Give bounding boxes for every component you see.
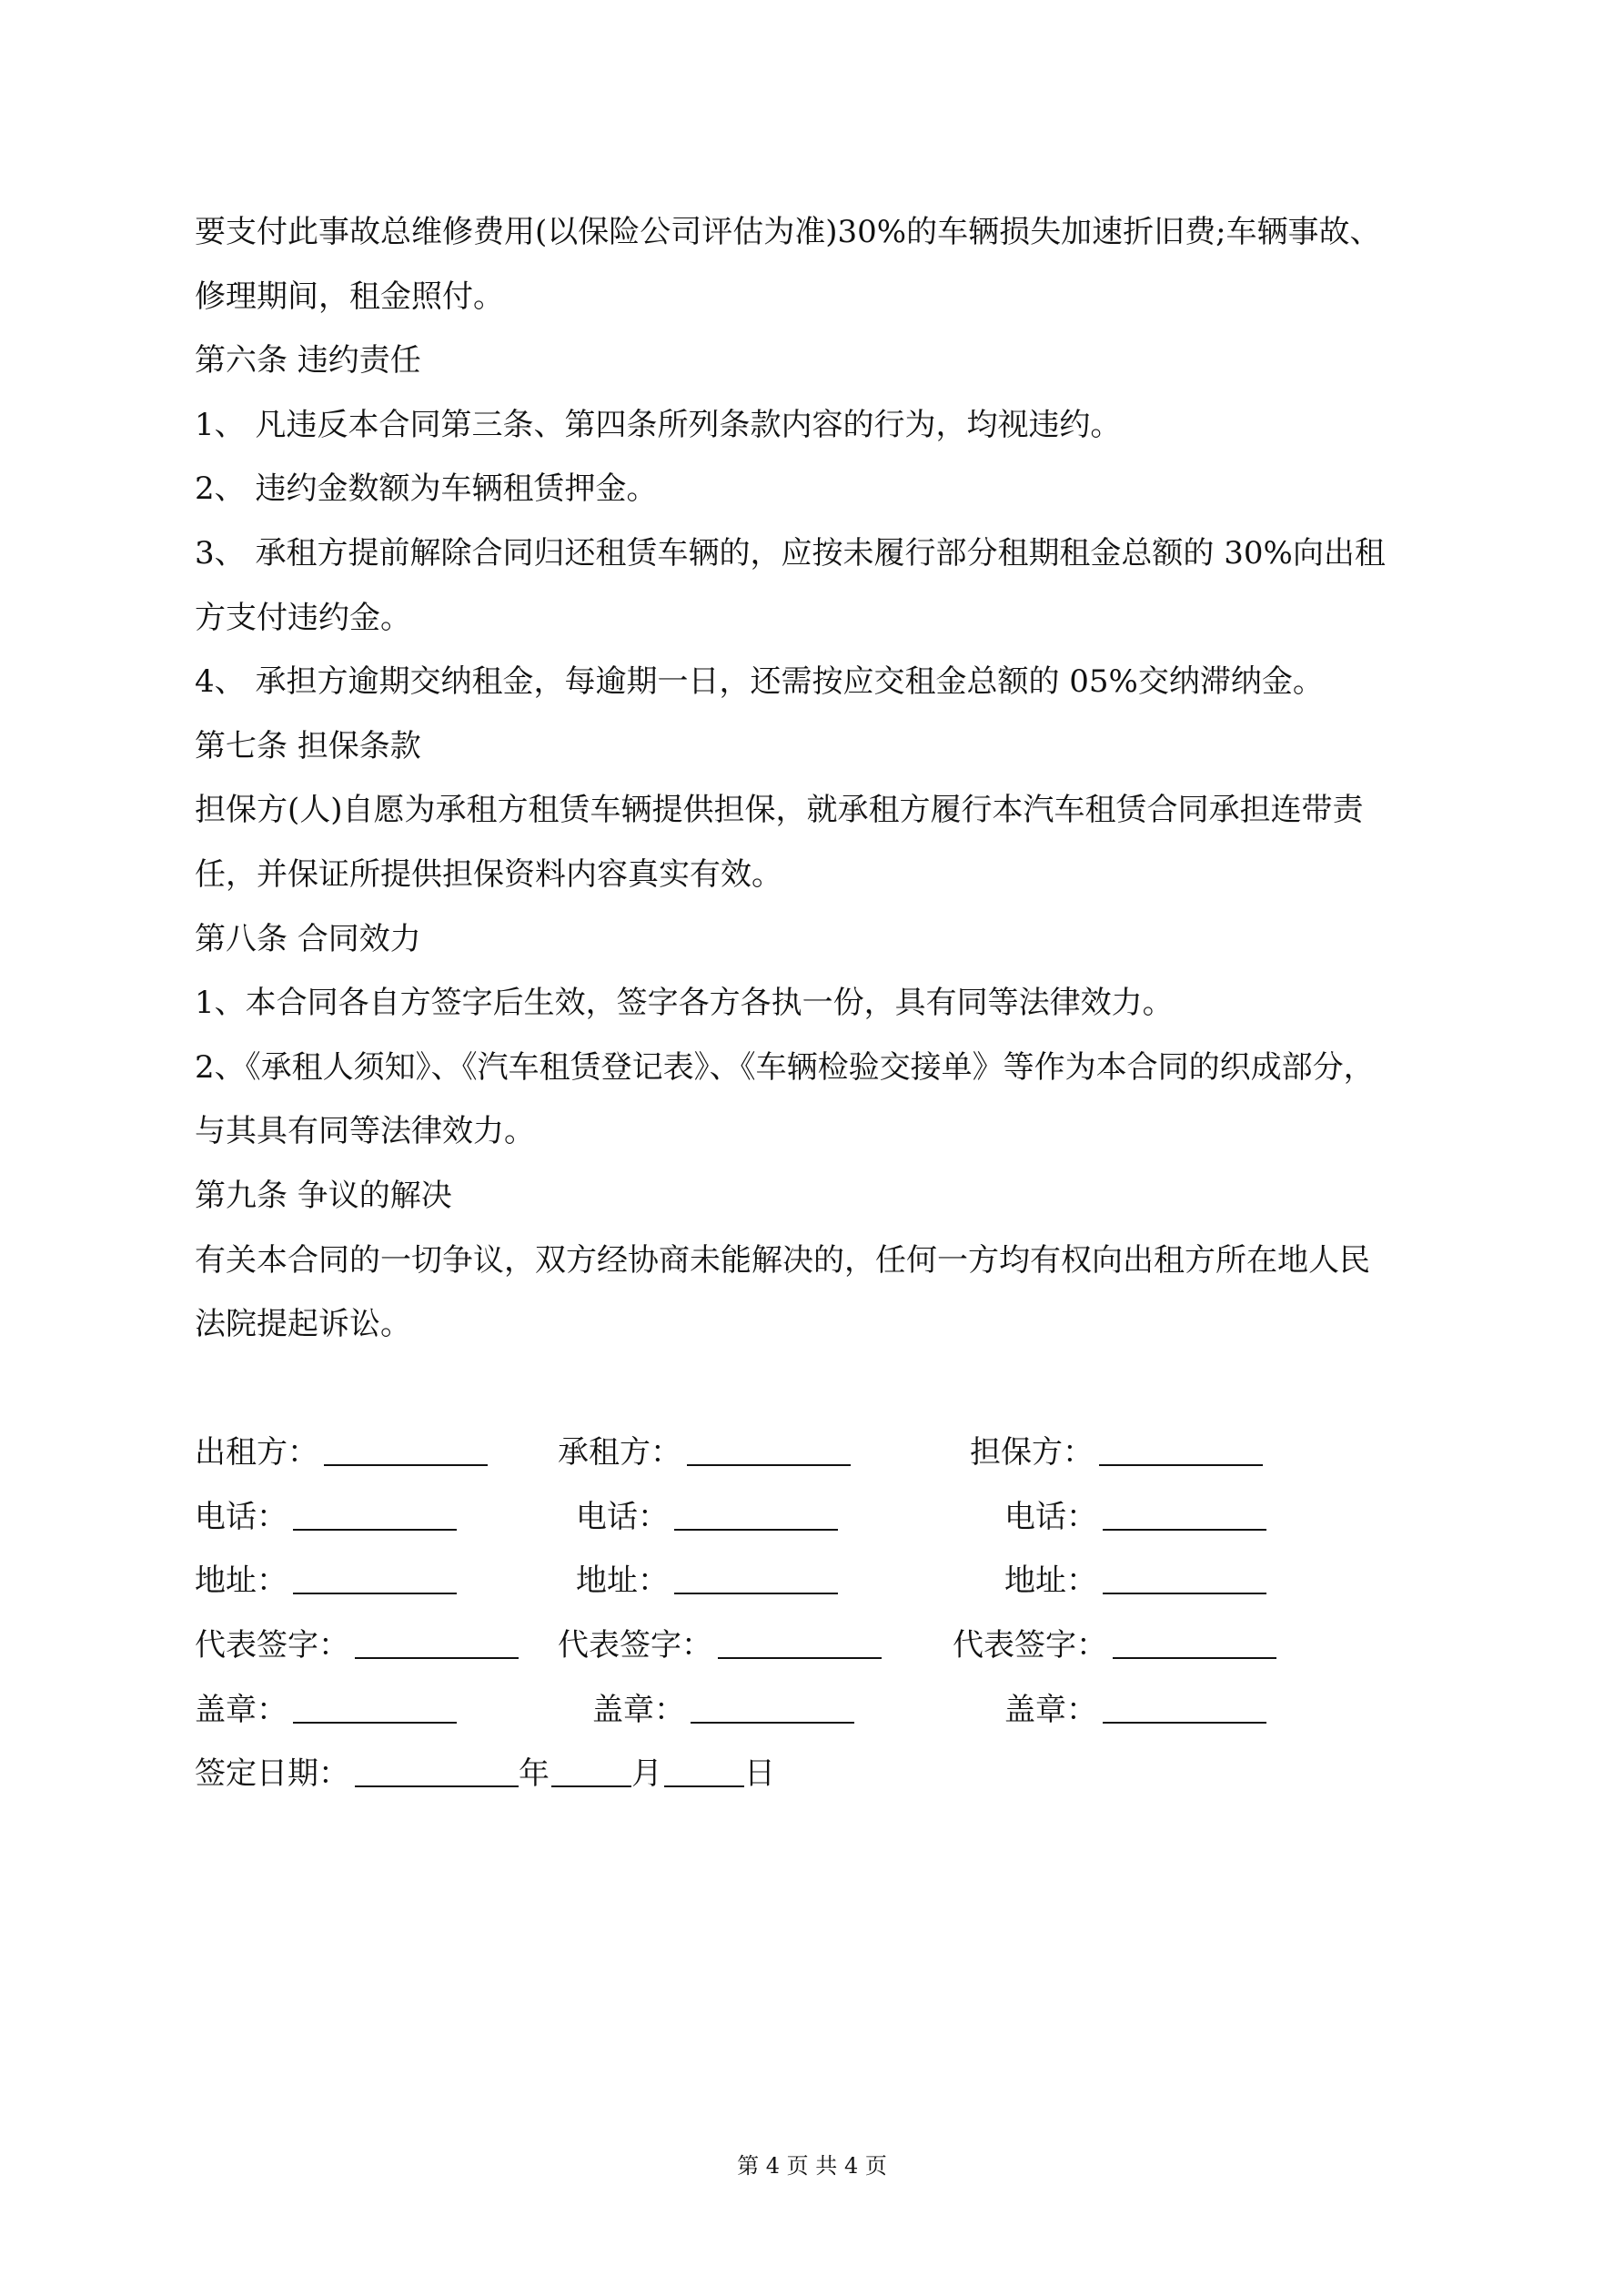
fill-in-blank[interactable] (355, 1621, 519, 1659)
signature-field-lessee (558, 1613, 882, 1678)
field-label: 电话： (195, 1498, 287, 1535)
signature-field-lessor (195, 1485, 457, 1550)
field-label: 地址： (195, 1563, 287, 1600)
field-label: 电话： (1004, 1498, 1097, 1535)
field-label: 地址： (576, 1563, 669, 1600)
text-line: 法院提起诉讼。 (195, 1306, 411, 1343)
signing-date-row (195, 1742, 1450, 1806)
field-label: 代表签字： (953, 1627, 1107, 1664)
fill-in-blank[interactable] (687, 1428, 851, 1466)
fill-in-blank[interactable] (293, 1685, 457, 1724)
text-line: 1、 凡违反本合同第三条、第四条所列条款内容的行为，均视违约。 (195, 406, 1122, 443)
field-label: 代表签字： (558, 1627, 712, 1664)
fill-in-blank[interactable] (293, 1556, 457, 1594)
field-label: 盖章： (592, 1691, 685, 1728)
text-line: 与其具有同等法律效力。 (195, 1113, 535, 1150)
signature-row (195, 1421, 1450, 1485)
text-line: 第七条 担保条款 (195, 727, 421, 764)
year-blank[interactable] (355, 1749, 519, 1787)
fill-in-blank[interactable] (1103, 1685, 1266, 1724)
text-line: 第八条 合同效力 (195, 920, 421, 957)
signature-field-guarantor (970, 1421, 1263, 1485)
fill-in-blank[interactable] (718, 1621, 882, 1659)
field-label: 地址： (1004, 1563, 1097, 1600)
contract-text (195, 200, 1450, 1357)
field-label: 担保方： (970, 1434, 1094, 1472)
text-line: 4、 承担方逾期交纳租金，每逾期一日，还需按应交租金总额的 05%交纳滞纳金。 (195, 663, 1324, 701)
field-label: 盖章： (195, 1691, 287, 1728)
field-label: 盖章： (1004, 1691, 1097, 1728)
text-line: 担保方(人)自愿为承租方租赁车辆提供担保，就承租方履行本汽车租赁合同承担连带责 (195, 792, 1364, 829)
signature-field-guarantor (953, 1613, 1276, 1678)
fill-in-blank[interactable] (1099, 1428, 1263, 1466)
text-line: 第六条 违约责任 (195, 342, 421, 379)
signing-date-label: 签定日期： (195, 1755, 349, 1793)
fill-in-blank[interactable] (293, 1492, 457, 1531)
text-line: 3、 承租方提前解除合同归还租赁车辆的，应按未履行部分租期租金总额的 30%向出租 (195, 534, 1386, 571)
document-body (195, 200, 1450, 1806)
field-label: 出租方： (195, 1434, 318, 1472)
text-line: 2、 违约金数额为车辆租赁押金。 (195, 470, 658, 508)
spacer (195, 1357, 1450, 1421)
fill-in-blank[interactable] (674, 1556, 838, 1594)
day-label: 日 (744, 1755, 775, 1793)
signature-field-lessor (195, 1421, 488, 1485)
text-line: 修理期间，租金照付。 (195, 278, 504, 315)
fill-in-blank[interactable] (1103, 1492, 1266, 1531)
signature-field-lessee (558, 1421, 851, 1485)
fill-in-blank[interactable] (1113, 1621, 1276, 1659)
signature-field-guarantor (1004, 1485, 1266, 1550)
month-label: 月 (631, 1755, 662, 1793)
fill-in-blank[interactable] (324, 1428, 488, 1466)
field-label: 承租方： (558, 1434, 681, 1472)
text-line: 1、本合同各自方签字后生效，签字各方各执一份，具有同等法律效力。 (195, 985, 1174, 1022)
signature-field-lessee (592, 1678, 854, 1743)
signature-field-lessor (195, 1678, 457, 1743)
field-label: 代表签字： (195, 1627, 349, 1664)
signature-field-lessee (576, 1549, 838, 1613)
signature-field-guarantor (1004, 1549, 1266, 1613)
signature-field-lessor (195, 1549, 457, 1613)
signature-row (195, 1549, 1450, 1613)
text-line: 方支付违约金。 (195, 599, 411, 636)
signature-row (195, 1678, 1450, 1743)
signature-field-guarantor (1004, 1678, 1266, 1743)
year-label: 年 (519, 1755, 550, 1793)
signature-field-lessor (195, 1613, 519, 1678)
text-line: 有关本合同的一切争议，双方经协商未能解决的，任何一方均有权向出租方所在地人民 (195, 1241, 1370, 1279)
signature-block (195, 1421, 1450, 1742)
fill-in-blank[interactable] (1103, 1556, 1266, 1594)
text-line: 要支付此事故总维修费用(以保险公司评估为准)30%的车辆损失加速折旧费;车辆事故、 (195, 214, 1381, 250)
page-footer: 第 4 页 共 4 页 (737, 2153, 887, 2179)
signature-field-lessee (576, 1485, 838, 1550)
fill-in-blank[interactable] (691, 1685, 854, 1724)
field-label: 电话： (576, 1498, 669, 1535)
day-blank[interactable] (664, 1749, 744, 1787)
signature-row (195, 1485, 1450, 1550)
fill-in-blank[interactable] (674, 1492, 838, 1531)
text-line: 任，并保证所提供担保资料内容真实有效。 (195, 855, 782, 893)
text-line: 第九条 争议的解决 (195, 1177, 452, 1214)
signature-row (195, 1613, 1450, 1678)
text-line: 2、《承租人须知》、《汽车租赁登记表》、《车辆检验交接单》等作为本合同的织成部分， (195, 1048, 1375, 1086)
month-blank[interactable] (551, 1749, 631, 1787)
